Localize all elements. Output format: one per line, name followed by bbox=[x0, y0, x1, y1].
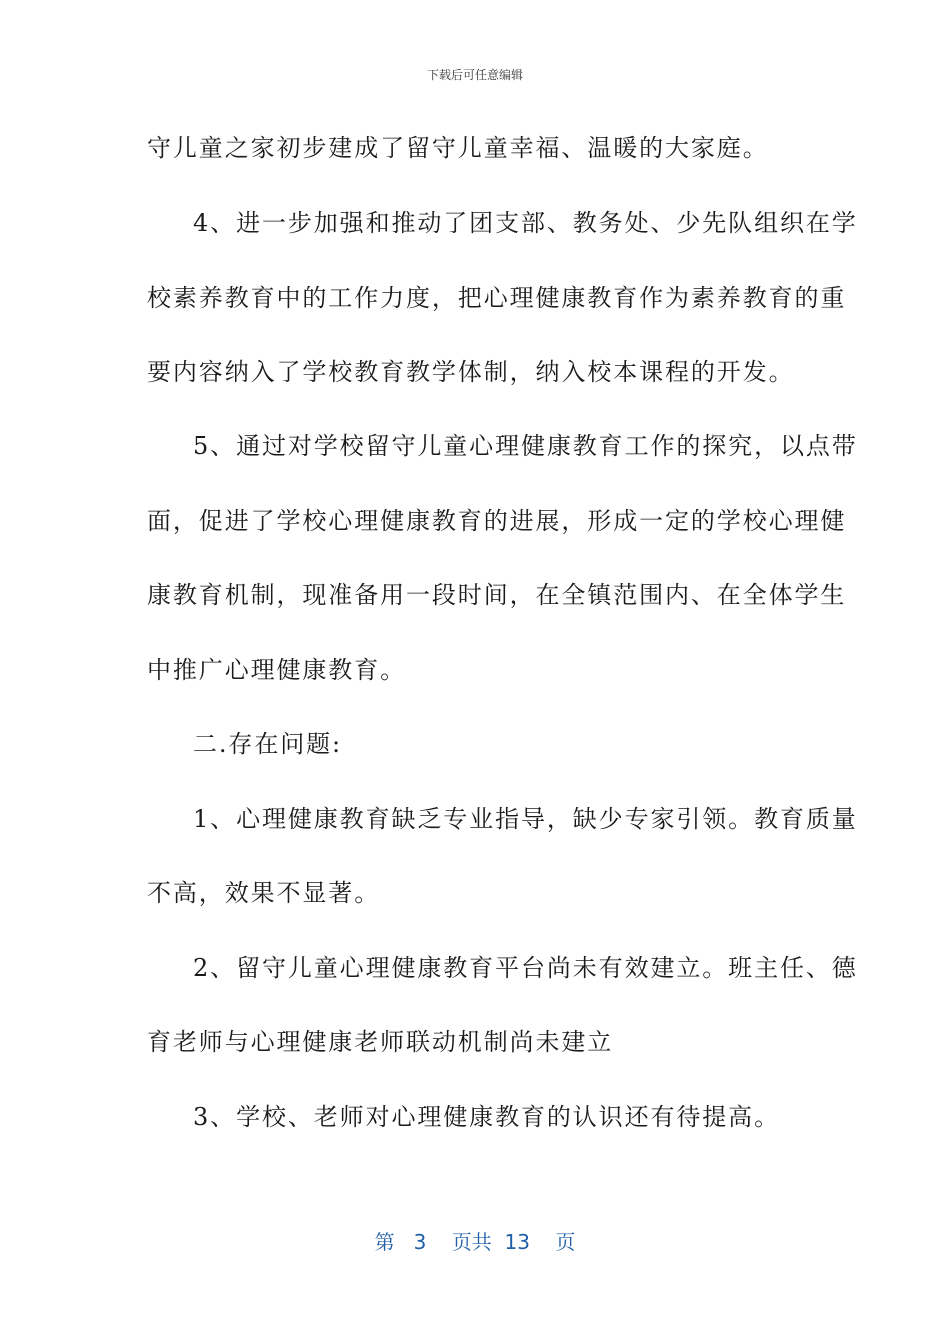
footer-middle: 页共 bbox=[451, 1230, 492, 1254]
body-line: 育老师与心理健康老师联动机制尚未建立 bbox=[147, 1028, 614, 1056]
page-footer bbox=[0, 1226, 950, 1255]
body-line: 守儿童之家初步建成了留守儿童幸福、温暖的大家庭。 bbox=[147, 134, 769, 162]
body-line: 4、进一步加强和推动了团支部、教务处、少先队组织在学 bbox=[193, 209, 858, 237]
body-line: 校素养教育中的工作力度，把心理健康教育作为素养教育的重 bbox=[147, 284, 847, 312]
section-heading: 二.存在问题: bbox=[193, 730, 343, 758]
body-line: 1、心理健康教育缺乏专业指导，缺少专家引领。教育质量 bbox=[193, 805, 858, 833]
footer-prefix: 第 bbox=[374, 1230, 395, 1254]
page-header-note: 下载后可任意编辑 bbox=[426, 68, 523, 82]
footer-suffix: 页 bbox=[555, 1230, 576, 1254]
body-line: 面，促进了学校心理健康教育的进展，形成一定的学校心理健 bbox=[147, 507, 847, 535]
body-line: 康教育机制，现准备用一段时间，在全镇范围内、在全体学生 bbox=[147, 581, 847, 609]
footer-total-pages: 13 bbox=[504, 1230, 530, 1254]
body-line: 中推广心理健康教育。 bbox=[147, 656, 406, 684]
body-line: 2、留守儿童心理健康教育平台尚未有效建立。班主任、德 bbox=[193, 954, 858, 982]
body-line: 不高，效果不显著。 bbox=[147, 879, 381, 907]
body-line: 5、通过对学校留守儿童心理健康教育工作的探究，以点带 bbox=[193, 432, 858, 460]
body-line: 3、学校、老师对心理健康教育的认识还有待提高。 bbox=[193, 1103, 780, 1131]
body-line: 要内容纳入了学校教育教学体制，纳入校本课程的开发。 bbox=[147, 358, 795, 386]
footer-current-page: 3 bbox=[413, 1230, 427, 1254]
